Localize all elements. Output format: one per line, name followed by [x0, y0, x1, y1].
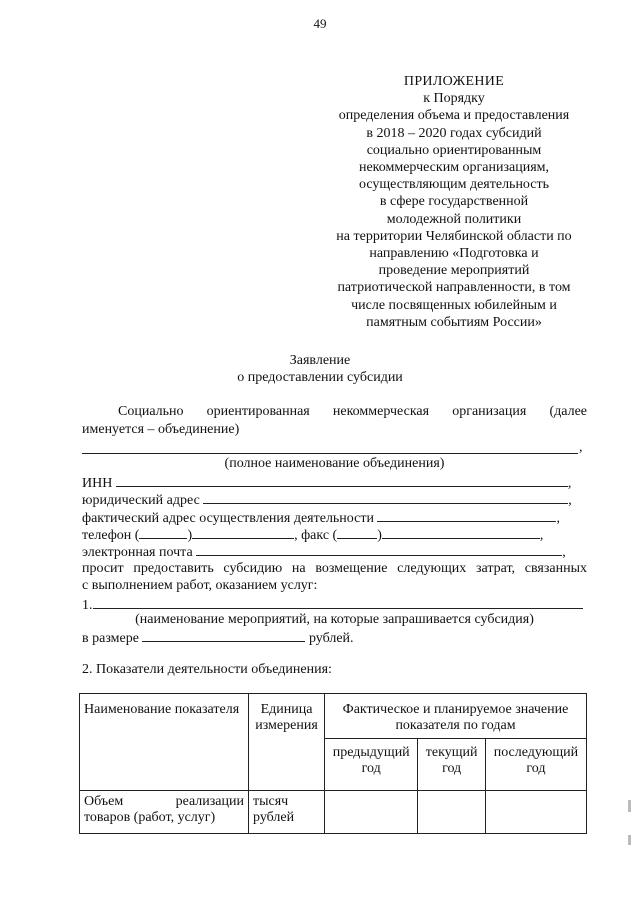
comma: , [579, 440, 583, 455]
row-unit: тысяч рублей [249, 791, 325, 834]
header-unit: Единица измерения [249, 694, 325, 791]
appendix-line: молодежной политики [386, 211, 522, 227]
appendix-title: ПРИЛОЖЕНИЕ [403, 74, 505, 89]
actual-address-label: фактический адрес осуществления деятельности [82, 511, 374, 526]
paren: ) [377, 528, 382, 543]
amount-field[interactable] [142, 629, 305, 642]
section-2-heading: 2. Показатели деятельности объединения: [82, 662, 332, 677]
email-label: электронная почта [82, 545, 193, 560]
row-current-value[interactable] [418, 791, 485, 834]
application-subtitle: о предоставлении субсидии [237, 370, 403, 385]
fax-code-field[interactable] [337, 526, 377, 539]
header-indicator-name: Наименование показателя [80, 694, 249, 791]
amount-unit: рублей. [308, 631, 354, 646]
phone-number-field[interactable] [192, 526, 294, 539]
intro-line-1: Социально ориентированная некоммерческая организация (далее [118, 404, 587, 419]
scan-mark [628, 800, 631, 812]
row-prev-value[interactable] [325, 791, 418, 834]
row-next-value[interactable] [485, 791, 586, 834]
table-row [80, 791, 587, 834]
appendix-line: некоммерческим организациям, [358, 160, 550, 176]
phone-code-field[interactable] [139, 526, 187, 539]
table-header-row [80, 694, 587, 739]
header-values: Фактическое и планируемое значение показателя по годам [325, 694, 587, 739]
indicators-table [79, 693, 587, 834]
scan-mark [628, 835, 631, 845]
application-title: Заявление [289, 353, 351, 368]
request-line-2: с выполнением работ, оказанием услуг: [82, 578, 318, 593]
comma: , [539, 528, 544, 543]
appendix-line: направлению «Подготовка и [369, 246, 539, 262]
comma: , [562, 545, 566, 560]
intro-line-2: именуется – объединение) [82, 422, 240, 437]
phone-label: телефон ( [82, 528, 140, 543]
item-number: 1. [82, 598, 93, 613]
request-line-1: просит предоставить субсидию на возмещение следующих затрат, связанных [82, 561, 587, 576]
comma: , [567, 476, 572, 491]
email-field[interactable] [196, 543, 562, 556]
comma: , [294, 528, 298, 543]
appendix-line: числе посвященных юбилейным и [351, 297, 557, 313]
fax-label: факс ( [301, 528, 338, 543]
appendix-line: на территории Челябинской области по [336, 228, 572, 244]
document-title [0, 352, 640, 386]
appendix-line: проведение мероприятий [378, 263, 530, 279]
appendix-line: в сфере государственной [379, 194, 529, 210]
paren: ) [187, 528, 193, 543]
comma: , [556, 511, 560, 526]
row-indicator-name: Объем реализации товаров (работ, услуг) [80, 791, 249, 834]
header-next-year: последующий год [485, 739, 586, 791]
legal-address-label: юридический адрес [82, 493, 200, 508]
appendix-line: в 2018 – 2020 годах субсидий [366, 125, 542, 141]
amount-label: в размере [82, 631, 139, 646]
appendix-header [318, 73, 590, 331]
appendix-line: патриотической направленности, в том [337, 280, 571, 296]
fax-number-field[interactable] [382, 526, 540, 539]
page-number: 49 [313, 16, 327, 31]
header-prev-year: предыдущий год [325, 739, 418, 791]
legal-address-field[interactable] [203, 491, 568, 504]
appendix-line: определения объема и предоставления [338, 108, 570, 124]
appendix-line: осуществляющим деятельность [358, 177, 550, 193]
appendix-line: памятным событиям России» [366, 314, 542, 330]
events-caption: (наименование мероприятий, на которые запрашивается субсидия) [135, 612, 534, 627]
inn-label: ИНН [82, 476, 113, 491]
org-name-field[interactable] [82, 440, 578, 454]
header-current-year: текущий год [418, 739, 485, 791]
event-name-field[interactable] [93, 596, 583, 609]
appendix-line: к Порядку [423, 91, 485, 107]
org-name-caption: (полное наименование объединения) [224, 456, 445, 471]
actual-address-field[interactable] [377, 509, 556, 522]
comma: , [568, 493, 572, 508]
inn-field[interactable] [116, 474, 568, 487]
appendix-line: социально ориентированным [366, 142, 542, 158]
